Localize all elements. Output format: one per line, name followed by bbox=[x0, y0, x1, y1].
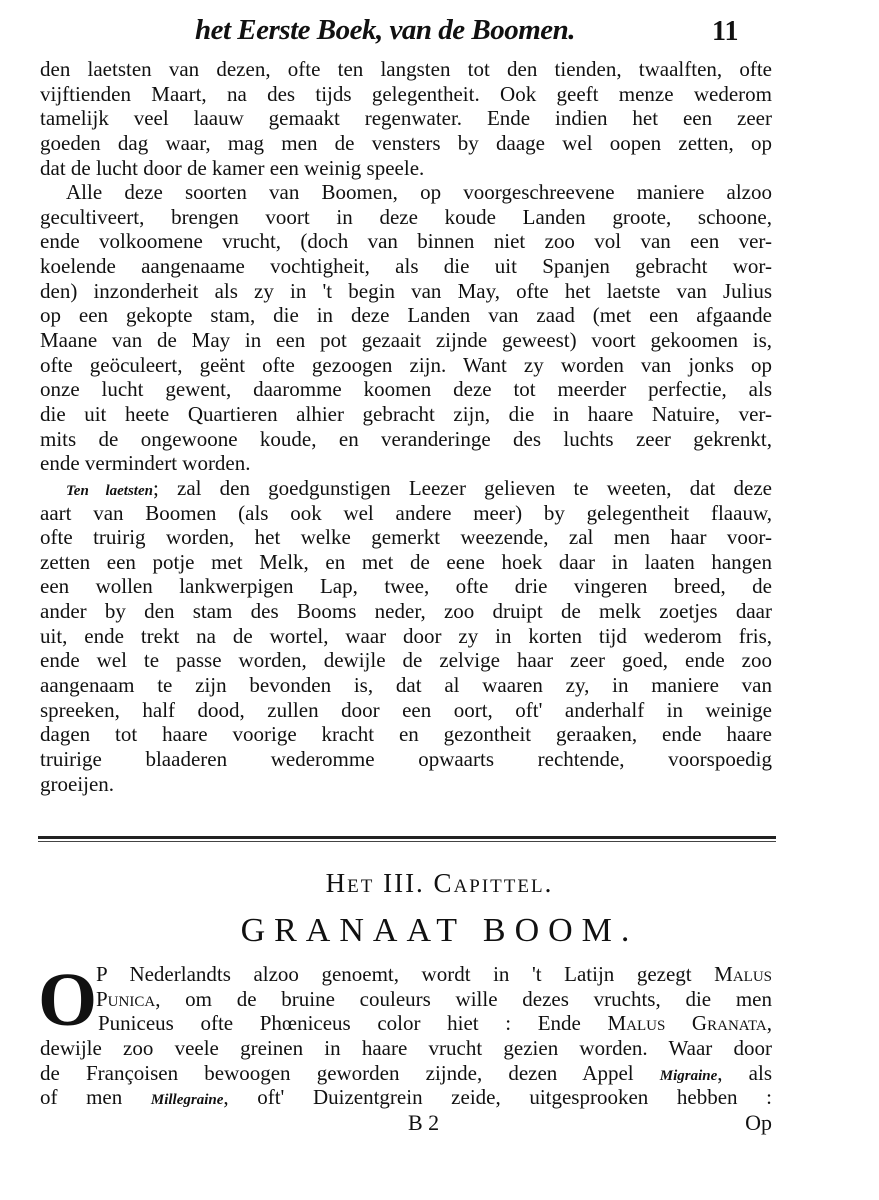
text-line bbox=[40, 353, 772, 378]
text-line bbox=[40, 156, 772, 181]
text-segment: uit, ende trekt na de wortel, waar door zy in korten tijd wederom fris, bbox=[40, 623, 772, 648]
text-line bbox=[40, 698, 772, 723]
text-line bbox=[40, 328, 772, 353]
text-segment: op een gekopte stam, die in deze Landen van zaad (met een afgaande bbox=[40, 303, 772, 328]
text-segment: aangenaam te zijn bevonden is, dat al waaren zy, in maniere van bbox=[40, 673, 772, 698]
chapter-title: GRANAAT BOOM. bbox=[240, 912, 639, 949]
drop-cap: O bbox=[38, 958, 98, 1042]
small-caps-text: Malus Granata bbox=[607, 1011, 767, 1036]
text-segment: ende wel te passe worden, dewijle de zelvige haar zeer goed, ende zoo bbox=[40, 648, 772, 673]
text-line bbox=[40, 772, 772, 797]
chapter-heading: Het III. Capittel. bbox=[325, 868, 554, 898]
text-segment: mits de ongewoone koude, en veranderinge des luchts zeer gekrenkt, bbox=[40, 426, 772, 451]
italic-text: Migraine bbox=[659, 1067, 718, 1084]
text-line bbox=[40, 131, 772, 156]
text-segment: ander by den stam des Booms neder, zoo druipt de melk zoetjes daar bbox=[40, 599, 772, 624]
italic-text: Ten laetsten bbox=[66, 482, 153, 499]
text-line bbox=[40, 574, 772, 599]
page-number: 11 bbox=[712, 16, 739, 47]
text-line bbox=[40, 377, 772, 402]
text-segment: dat de lucht door de kamer een weinig speele. bbox=[40, 155, 425, 180]
text-line bbox=[40, 501, 772, 526]
text-line bbox=[40, 550, 772, 575]
text-line bbox=[40, 962, 772, 987]
text-segment: onze lucht gewent, daaromme koomen deze tot meerder perfectie, als bbox=[40, 377, 772, 402]
text-line bbox=[40, 599, 772, 624]
text-segment: groeijen. bbox=[40, 771, 115, 796]
running-header bbox=[0, 14, 879, 54]
text-segment: ofte geöculeert, geënt ofte gezoogen zijn. Want zy worden van jonks op bbox=[40, 352, 772, 377]
italic-text: Millegraine bbox=[150, 1092, 224, 1109]
text-line bbox=[40, 106, 772, 131]
text-segment: ende vermindert worden. bbox=[40, 451, 251, 476]
text-segment: , oft' Duizentgrein zeide, uitgesprooken hebben : bbox=[223, 1085, 772, 1110]
text-segment: dewijle zoo veele greinen in haare vrucht gezien worden. Waar door bbox=[40, 1035, 772, 1060]
text-segment: vijftienden Maart, na des tijds gelegentheit. Ook geeft menze wederom bbox=[40, 81, 772, 106]
small-caps-text: Malus bbox=[714, 962, 772, 986]
text-line bbox=[40, 525, 772, 550]
text-segment: Maane van de May in een pot gezaait zijnde geweest) voort gekoomen is, bbox=[40, 328, 772, 353]
text-segment: een wollen lankwerpigen Lap, twee, ofte drie vingeren breed, de bbox=[40, 574, 772, 599]
text-line bbox=[40, 673, 772, 698]
text-line bbox=[40, 987, 772, 1012]
text-segment: spreeken, half dood, zullen door een oort, oft' anderhalf in weinige bbox=[40, 697, 772, 722]
text-segment: gecultiveert, brengen voort in deze koude Landen groote, schoone, bbox=[40, 204, 772, 229]
text-line bbox=[40, 747, 772, 772]
text-segment: den) inzonderheit als zy in 't begin van May, ofte het laetste van Julius bbox=[40, 278, 772, 303]
text-segment: de Françoisen bewoogen geworden zijnde, dezen Appel bbox=[40, 1060, 660, 1085]
text-segment: ofte truirig worden, het welke gemerkt weezende, zal men haar voor- bbox=[40, 525, 772, 550]
text-line bbox=[40, 427, 772, 452]
text-segment: ende volkoomene vrucht, (doch van binnen niet zoo vol van een ver- bbox=[40, 229, 772, 254]
body-text-continued bbox=[40, 57, 772, 796]
text-line bbox=[40, 1061, 772, 1086]
running-title: het Eerste Boek, van de Boomen. bbox=[195, 14, 576, 46]
text-line bbox=[40, 451, 772, 476]
text-segment: aart van Boomen (als ook wel andere meer) by gelegentheit flaauw, bbox=[40, 500, 772, 525]
text-segment: , als bbox=[717, 1060, 773, 1085]
text-segment: die uit heete Quartieren alhier gebracht zijn, die in haare Natuire, ver- bbox=[40, 401, 772, 426]
text-line bbox=[40, 57, 772, 82]
text-segment: , om de bruine couleurs wille dezes vruchts, die men bbox=[155, 986, 772, 1011]
text-segment: truirige blaaderen wederomme opwaarts rechtende, voorspoedig bbox=[40, 746, 772, 771]
text-segment: Alle deze soorten van Boomen, op voorgeschreevene maniere alzoo bbox=[66, 180, 772, 205]
signature-mark: B 2 bbox=[408, 1110, 440, 1135]
text-line bbox=[40, 303, 772, 328]
text-segment: , bbox=[766, 1011, 772, 1036]
catchword: Op bbox=[745, 1110, 772, 1135]
text-line bbox=[40, 648, 772, 673]
text-line bbox=[40, 279, 772, 304]
text-line bbox=[40, 229, 772, 254]
text-segment: goeden dag waar, mag men de vensters by daage wel oopen zetten, op bbox=[40, 130, 772, 155]
text-line bbox=[40, 1085, 772, 1110]
text-segment: of men bbox=[40, 1085, 151, 1110]
text-segment: ; zal den goedgunstigen Leezer gelieven te weeten, dat deze bbox=[152, 475, 772, 500]
text-line bbox=[40, 254, 772, 279]
text-line bbox=[40, 1011, 772, 1036]
text-line bbox=[40, 205, 772, 230]
text-line bbox=[40, 624, 772, 649]
text-segment: zetten een potje met Melk, en met de eene hoek daar in laaten hangen bbox=[40, 549, 772, 574]
text-segment: Puniceus ofte Phœniceus color hiet : Ende bbox=[98, 1011, 608, 1036]
text-segment: P Nederlandts alzoo genoemt, wordt in 't Latijn gezegt bbox=[96, 962, 715, 986]
text-line bbox=[40, 722, 772, 747]
text-segment: den laetsten van dezen, ofte ten langsten tot den tienden, twaalften, ofte bbox=[40, 57, 772, 81]
section-divider bbox=[38, 836, 776, 839]
section-divider-thin bbox=[38, 841, 776, 842]
text-line bbox=[40, 1036, 772, 1061]
page-footer bbox=[40, 1110, 772, 1136]
chapter-body-text bbox=[38, 958, 773, 1110]
small-caps-text: Punica bbox=[96, 986, 156, 1011]
text-line bbox=[40, 82, 772, 107]
text-line bbox=[40, 402, 772, 427]
text-segment: koelende aangenaame vochtigheit, als die uit Spanjen gebracht wor- bbox=[40, 254, 772, 279]
text-line bbox=[40, 476, 772, 501]
text-segment: tamelijk veel laauw gemaakt regenwater. Ende indien het een zeer bbox=[40, 106, 772, 131]
text-line bbox=[40, 180, 772, 205]
text-segment: dagen tot haare voorige kracht en gezontheit geraaken, ende haare bbox=[40, 722, 772, 747]
